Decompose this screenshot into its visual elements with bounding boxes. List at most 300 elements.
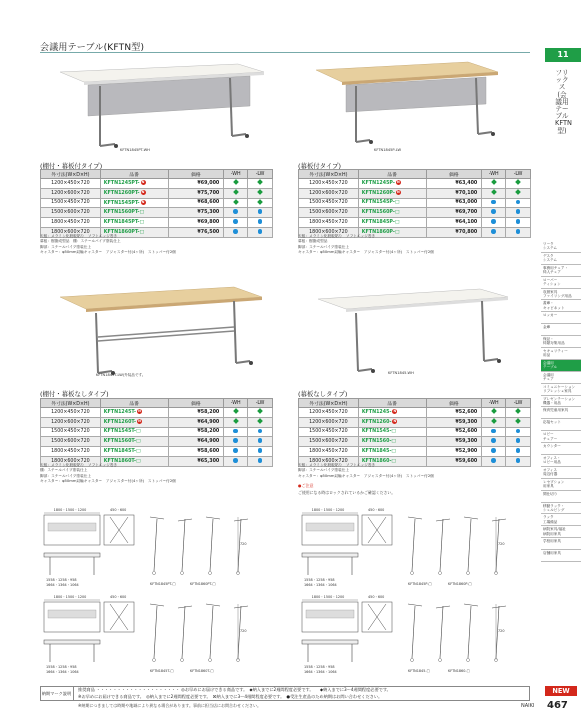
height-dimension-label: 720: [240, 542, 247, 546]
table-row: [41, 417, 273, 427]
price-cell: ¥64,900: [168, 417, 224, 427]
folding-leg: [182, 606, 185, 658]
product-code-cell: [100, 427, 168, 437]
spec-notes: [40, 463, 176, 484]
price-cell: ¥58,200: [168, 427, 224, 437]
product-code: KFTN1560T-□: [103, 439, 141, 445]
sidebar-category-item[interactable]: 学校用家具: [541, 538, 581, 550]
table-row: [41, 447, 273, 457]
height-dimension-label: 720: [498, 542, 505, 546]
column-header: 価格: [426, 170, 482, 179]
chapter-tab[interactable]: 11: [545, 48, 581, 62]
sidebar-category-item[interactable]: 会議用 テーブル: [541, 360, 581, 372]
spec-notes: [298, 234, 434, 255]
sidebar-category-item[interactable]: ロッカー: [541, 312, 581, 324]
wh-availability-cell: [224, 427, 248, 437]
delivery-dot-icon: [491, 458, 496, 463]
delivery-dot-icon: [258, 229, 263, 234]
product-code: KFTN1245PT-: [103, 181, 140, 187]
product-code-cell: [358, 179, 426, 189]
delivery-diamond-icon: [515, 409, 521, 415]
drawing-product-code: KFTN1860PT-□: [190, 582, 216, 586]
drawing-product-code: KFTN1860-□: [448, 669, 470, 673]
wh-availability-cell: [224, 408, 248, 418]
sidebar-category-item[interactable]: オフィス 周辺付器: [541, 467, 581, 479]
folding-leg: [468, 606, 471, 658]
lw-availability-cell: [248, 456, 273, 466]
size-cell: 1500×450×720: [299, 198, 359, 208]
product-code: KFTN1845P-□: [361, 220, 400, 226]
product-code: KFTN1860T-□: [103, 458, 141, 464]
drawing-product-code: KFTN1860P-□: [448, 582, 472, 586]
product-code: KFTN1260T-: [103, 420, 136, 426]
depth-dimension-label: 450・600: [110, 595, 127, 599]
sidebar-category-item[interactable]: 書庫・ キャビネット: [541, 300, 581, 312]
delivery-dot-icon: [516, 209, 521, 214]
table-row: [299, 188, 531, 198]
sidebar-category-item[interactable]: コミュニケーション リフレッシュ家具: [541, 384, 581, 396]
sidebar-category-item[interactable]: 金庫: [541, 324, 581, 336]
lw-availability-cell: [248, 218, 273, 228]
delivery-diamond-icon: [515, 180, 521, 186]
delivery-diamond-icon: [515, 418, 521, 424]
price-cell: ¥76,500: [168, 227, 224, 237]
depth-dimension-label: 450・600: [368, 508, 385, 512]
lw-availability-cell: [506, 198, 531, 208]
folding-leg: [440, 606, 443, 658]
delivery-dot-icon: [233, 458, 238, 463]
delivery-dot-icon: [233, 219, 238, 224]
delivery-diamond-icon: [515, 189, 521, 195]
delivery-diamond-icon: [491, 180, 497, 186]
delivery-diamond-icon: [491, 418, 497, 424]
inner-dimension-label: 1558・1258・958: [304, 665, 335, 669]
size-cell: 1800×450×720: [41, 218, 101, 228]
dimension-drawing-svg: [298, 505, 530, 589]
title-rule: [40, 52, 530, 53]
brand-name: NAIKI: [521, 703, 535, 709]
product-code: KFTN1545P-□: [361, 200, 400, 206]
sidebar-category-item[interactable]: 会議用 チェア: [541, 372, 581, 384]
price-cell: ¥52,600: [426, 427, 482, 437]
wh-availability-cell: [224, 188, 248, 198]
size-cell: 1200×600×720: [299, 188, 359, 198]
inner-dimension-label: 1558・1258・958: [46, 665, 77, 669]
sidebar-category-item[interactable]: ローパー ティション: [541, 277, 581, 289]
spec-note-line: 脚部：スチールパイプ塗装仕上: [40, 473, 92, 478]
delivery-diamond-icon: [233, 418, 239, 424]
page-number: 467: [547, 700, 568, 711]
size-cell: 1500×450×720: [299, 427, 359, 437]
sidebar-category-item[interactable]: ワーク システム: [541, 241, 581, 253]
wh-availability-cell: [224, 456, 248, 466]
product-photo-1: [40, 58, 275, 158]
product-code-cell: [100, 447, 168, 457]
product-code-cell: [100, 198, 168, 208]
delivery-dot-icon: [491, 200, 496, 205]
spec-table-plain: [298, 398, 531, 467]
table-row: [41, 179, 273, 189]
product-code: KFTN1245T-: [103, 410, 136, 416]
column-header: 品番: [358, 170, 426, 179]
inner-dimension-label: 1558・1258・958: [46, 578, 77, 582]
category-index: [541, 241, 581, 562]
sidebar-category-item[interactable]: カウンター: [541, 443, 581, 455]
delivery-dot-icon: [233, 429, 238, 434]
table-header-row: [41, 170, 273, 179]
lw-availability-cell: [506, 437, 531, 447]
table-header-row: [41, 399, 273, 408]
plan-view-panel: [48, 523, 96, 531]
wh-availability-cell: [482, 447, 506, 457]
photo-caption: KFTN1845-WH: [388, 371, 414, 375]
spec-note-line: キャスター：φ50mm双輪キャスター アジャスター付(4ヶ所) ストッパー付2個: [40, 249, 176, 254]
product-photo-3: [40, 275, 275, 385]
column-header: 価格: [168, 170, 224, 179]
spec-table-shelf-panel: [40, 169, 273, 238]
drawing-product-code: KFTN1845-□: [408, 669, 430, 673]
wh-availability-cell: [224, 417, 248, 427]
wh-availability-cell: [224, 227, 248, 237]
page-title: 会議用テーブル(KFTN型): [40, 43, 145, 53]
product-code-cell: [358, 427, 426, 437]
folding-top: [408, 517, 422, 519]
delivery-dot-icon: [258, 448, 263, 453]
table-row: [299, 427, 531, 437]
price-cell: ¥59,300: [426, 417, 482, 427]
column-header: -WH: [224, 170, 248, 179]
sidebar-category-item[interactable]: 間仕切り: [541, 491, 581, 503]
folding-top: [206, 517, 220, 519]
sidebar-category-item[interactable]: 保育児童用家具: [541, 407, 581, 419]
column-header: -LW: [248, 399, 273, 408]
product-code-cell: [358, 408, 426, 418]
size-cell: 1800×450×720: [299, 447, 359, 457]
price-cell: ¥65,300: [168, 456, 224, 466]
delivery-diamond-icon: [257, 199, 263, 205]
product-photo-2: [290, 58, 525, 158]
folding-leg: [412, 606, 415, 658]
sidebar-category-item[interactable]: 移動ラック・ シェルビング: [541, 503, 581, 515]
product-code: KFTN1560-□: [361, 439, 396, 445]
caster-wheel: [153, 572, 156, 575]
lw-availability-cell: [248, 179, 273, 189]
sidebar-category-item[interactable]: 応接セット: [541, 419, 581, 431]
size-cell: 1500×600×720: [41, 208, 101, 218]
dimension-drawing-3: [40, 592, 272, 678]
lw-availability-cell: [506, 427, 531, 437]
column-header: 価格: [426, 399, 482, 408]
price-cell: ¥69,700: [426, 208, 482, 218]
table-row: [299, 447, 531, 457]
delivery-diamond-icon: [233, 189, 239, 195]
column-header: -WH: [224, 399, 248, 408]
sidebar-category-item[interactable]: 保証・ 椅類対策用品: [541, 336, 581, 348]
delivery-diamond-icon: [257, 409, 263, 415]
price-cell: ¥69,000: [168, 179, 224, 189]
wh-availability-cell: [482, 218, 506, 228]
sidebar-category-item[interactable]: ロビー チェアー: [541, 431, 581, 443]
delivery-dot-icon: [258, 219, 263, 224]
folding-top: [408, 604, 422, 606]
sidebar-category-item[interactable]: デスク システム: [541, 253, 581, 265]
table-row: [299, 218, 531, 228]
price-cell: ¥58,200: [168, 408, 224, 418]
lw-availability-cell: [506, 227, 531, 237]
caster-wheel: [411, 659, 414, 662]
wh-availability-cell: [224, 208, 248, 218]
lw-availability-cell: [506, 188, 531, 198]
width-dimension-label: 1800・1500・1200: [53, 508, 87, 512]
column-header: -LW: [248, 170, 273, 179]
wh-availability-cell: [224, 447, 248, 457]
size-cell: 1800×600×720: [41, 456, 101, 466]
wh-availability-cell: [482, 198, 506, 208]
table-row: [299, 179, 531, 189]
price-cell: ¥52,600: [426, 408, 482, 418]
front-view-top: [302, 553, 358, 557]
new-color-mark: N: [141, 199, 145, 204]
table-row: [299, 208, 531, 218]
size-cell: 1800×600×720: [299, 227, 359, 237]
delivery-dot-icon: [233, 438, 238, 443]
wh-availability-cell: [224, 437, 248, 447]
product-code-cell: [358, 208, 426, 218]
new-color-mark: N: [138, 419, 141, 424]
table-row: [41, 198, 273, 208]
front-view-top: [302, 640, 358, 644]
lw-availability-cell: [248, 447, 273, 457]
drawing-product-code: KFTN1860T-□: [190, 669, 214, 673]
caster-wheel: [209, 659, 212, 662]
product-code-cell: [100, 218, 168, 228]
section-title: (棚付・幕板なしタイプ): [40, 390, 109, 398]
price-cell: ¥69,800: [168, 218, 224, 228]
delivery-dot-icon: [233, 448, 238, 453]
lw-availability-cell: [506, 218, 531, 228]
outer-dimension-label: 1664・1364・1064: [304, 670, 337, 674]
column-header: -WH: [482, 399, 506, 408]
width-dimension-label: 1800・1500・1200: [53, 595, 87, 599]
wh-availability-cell: [224, 179, 248, 189]
caster-wheel: [467, 572, 470, 575]
delivery-note: ※納期につきましては時期や地域により異なる場合があります。事前に担当店にお問合わせください。: [78, 703, 261, 708]
delivery-diamond-icon: [491, 409, 497, 415]
price-cell: ¥75,700: [168, 188, 224, 198]
table-row: [41, 427, 273, 437]
height-dimension-label: 720: [240, 629, 247, 633]
delivery-dot-icon: [516, 229, 521, 234]
wh-availability-cell: [482, 417, 506, 427]
column-header: 品番: [100, 170, 168, 179]
product-code: KFTN1560PT-□: [103, 210, 145, 216]
delivery-dot-icon: [516, 458, 521, 463]
sidebar-category-item[interactable]: 事務用チェア・ 椅人チェア: [541, 265, 581, 277]
folding-leg: [154, 519, 157, 571]
spec-notes: [40, 234, 176, 255]
delivery-diamond-icon: [233, 409, 239, 415]
spec-note-line: キャスター：φ50mm双輪キャスター アジャスター付(4ヶ所) ストッパー付2個: [298, 249, 434, 254]
dimension-drawing-2: [298, 505, 530, 591]
lw-availability-cell: [248, 227, 273, 237]
delivery-dot-icon: [516, 200, 521, 205]
size-cell: 1800×600×720: [299, 456, 359, 466]
lw-availability-cell: [506, 456, 531, 466]
spec-note-line: 天板：メラミン化粧板貼り ソフトエッジ巻き: [40, 234, 118, 238]
delivery-dot-icon: [491, 448, 496, 453]
sidebar-category-item[interactable]: ラック 工場備品: [541, 514, 581, 526]
delivery-diamond-icon: [257, 418, 263, 424]
sidebar-category-item[interactable]: オフィス・ ロビー用品: [541, 455, 581, 467]
spec-note-line: 脚部：スチールパイプ塗装仕上: [40, 244, 92, 249]
photo-caption: KFTN1845P-LW: [374, 148, 401, 152]
price-cell: ¥70,100: [426, 188, 482, 198]
wh-availability-cell: [224, 198, 248, 208]
product-code: KFTN1545-□: [361, 429, 396, 435]
sidebar-category-item[interactable]: プレゼンテーション 機器・用品: [541, 396, 581, 408]
price-cell: ¥58,600: [168, 447, 224, 457]
sidebar-category-item[interactable]: 病院家具/福祉 病院用家具: [541, 526, 581, 538]
delivery-dot-icon: [233, 209, 238, 214]
spec-note-line: 脚部：スチールパイプ塗装仕上: [298, 468, 350, 473]
lw-availability-cell: [506, 417, 531, 427]
folding-top: [150, 604, 164, 606]
size-cell: 1800×450×720: [299, 218, 359, 228]
caution-text: ご使用になる時はロックされているかご確認ください。: [298, 490, 396, 495]
table-row: [41, 408, 273, 418]
size-cell: 1200×600×720: [41, 188, 101, 198]
drawing-product-code: KFTN1845T-□: [150, 669, 174, 673]
spec-notes: [298, 463, 434, 479]
table-row: [299, 437, 531, 447]
outer-dimension-label: 1664・1364・1064: [46, 670, 79, 674]
folding-top: [464, 604, 478, 606]
drawing-product-code: KFTN1845PT-□: [150, 582, 176, 586]
column-header: 価格: [168, 399, 224, 408]
folding-top: [206, 604, 220, 606]
product-code-cell: [358, 437, 426, 447]
product-photo-4: [290, 275, 525, 385]
spec-table-panel: [298, 169, 531, 238]
photo-caption: KFTN1845T-LW(外装品です。: [96, 373, 146, 377]
caster-wheel: [439, 659, 442, 662]
wh-availability-cell: [224, 218, 248, 228]
sidebar-category-item[interactable]: レセプション 用家具: [541, 479, 581, 491]
price-cell: ¥59,600: [426, 456, 482, 466]
caster-wheel: [411, 572, 414, 575]
delivery-dot-icon: [491, 438, 496, 443]
column-header: 外寸法(W×D×H): [41, 170, 101, 179]
price-cell: ¥75,300: [168, 208, 224, 218]
folding-leg: [412, 519, 415, 571]
column-header: 品番: [358, 399, 426, 408]
price-cell: ¥64,100: [426, 218, 482, 228]
new-badge: NEW: [545, 686, 577, 696]
product-code: KFTN1860P-□: [361, 229, 400, 235]
caster-wheel: [439, 572, 442, 575]
section-title: (幕板付タイプ): [298, 162, 342, 170]
photo-caption: KFTN1845PT-WH: [120, 148, 150, 152]
drawing-product-code: KFTN1845P-□: [408, 582, 432, 586]
width-dimension-label: 1800・1500・1200: [311, 595, 345, 599]
delivery-dot-icon: [491, 209, 496, 214]
folding-top: [150, 517, 164, 519]
dimension-drawing-svg: [298, 592, 530, 676]
dimension-drawing-4: [298, 592, 530, 678]
product-code-cell: [100, 208, 168, 218]
sidebar-category-item[interactable]: セキュリティー 用品: [541, 348, 581, 360]
size-cell: 1500×450×720: [41, 198, 101, 208]
front-view-top: [44, 553, 100, 557]
caster-wheel: [209, 572, 212, 575]
folding-leg: [210, 519, 213, 571]
table-row: [41, 437, 273, 447]
dimension-drawing-svg: [40, 505, 272, 589]
width-dimension-label: 1800・1500・1200: [311, 508, 345, 512]
table-row: [299, 417, 531, 427]
depth-dimension-label: 450・600: [368, 595, 385, 599]
price-cell: ¥59,300: [426, 437, 482, 447]
sidebar-category-item[interactable]: 店舗用家具: [541, 550, 581, 562]
size-cell: 1200×450×720: [299, 408, 359, 418]
folding-leg: [210, 606, 213, 658]
price-cell: ¥68,600: [168, 198, 224, 208]
depth-dimension-label: 450・600: [110, 508, 127, 512]
product-code-cell: [358, 188, 426, 198]
size-cell: 1500×600×720: [299, 437, 359, 447]
delivery-dot-icon: [491, 219, 496, 224]
lw-availability-cell: [248, 198, 273, 208]
size-cell: 1800×450×720: [41, 447, 101, 457]
table-row: [41, 208, 273, 218]
caster-wheel: [181, 659, 184, 662]
sidebar-category-item[interactable]: 収納家具 ファイリング用品: [541, 289, 581, 301]
size-cell: 1500×600×720: [299, 208, 359, 218]
outer-dimension-label: 1664・1364・1064: [304, 583, 337, 587]
column-header: 品番: [100, 399, 168, 408]
wh-availability-cell: [482, 437, 506, 447]
delivery-dot-icon: [516, 438, 521, 443]
folding-top: [464, 517, 478, 519]
size-cell: 1500×450×720: [41, 427, 101, 437]
new-color-mark: N: [393, 409, 397, 414]
size-cell: 1200×600×720: [299, 417, 359, 427]
spec-note-line: 天板：メラミン化粧板貼り ソフトエッジ巻き: [298, 463, 376, 467]
size-cell: 1200×450×720: [41, 179, 101, 189]
price-cell: ¥63,000: [426, 198, 482, 208]
size-cell: 1200×450×720: [41, 408, 101, 418]
spec-note-line: 幕板：樹脂成型品: [298, 239, 328, 244]
product-code: KFTN1845T-□: [103, 449, 141, 455]
dimension-drawing-svg: [40, 592, 272, 676]
product-code: KFTN1860-□: [361, 458, 396, 464]
product-code-cell: [358, 417, 426, 427]
product-code-cell: [358, 218, 426, 228]
lw-availability-cell: [506, 208, 531, 218]
delivery-dot-icon: [258, 209, 263, 214]
folding-leg: [468, 519, 471, 571]
product-code-cell: [100, 408, 168, 418]
plan-view-panel: [306, 610, 354, 618]
wh-availability-cell: [482, 208, 506, 218]
folding-leg: [154, 606, 157, 658]
delivery-dot-icon: [258, 438, 263, 443]
wh-availability-cell: [482, 456, 506, 466]
lw-availability-cell: [506, 408, 531, 418]
product-code: KFTN1545T-□: [103, 429, 141, 435]
lw-availability-cell: [506, 447, 531, 457]
lw-availability-cell: [248, 417, 273, 427]
